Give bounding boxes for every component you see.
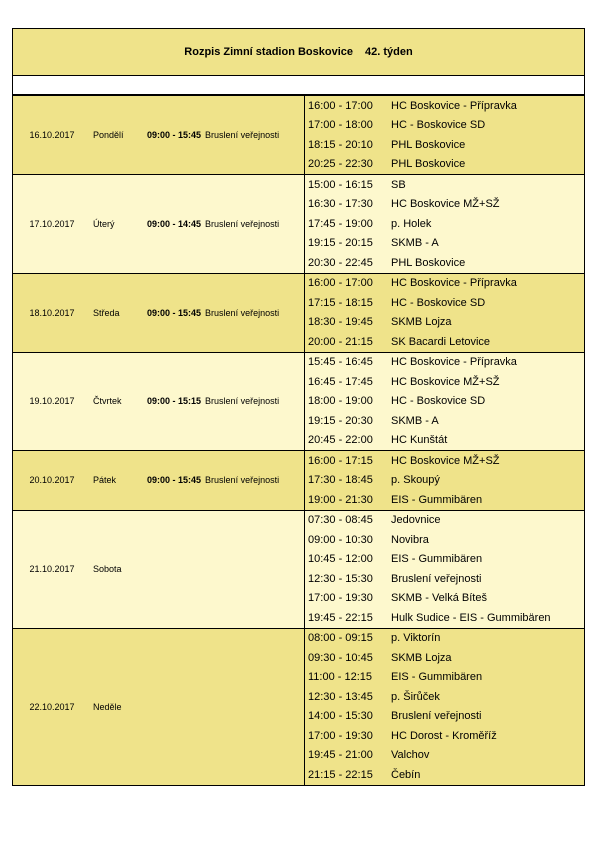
slot-event: EIS - Gummibären (391, 553, 483, 566)
day-name: Pátek (93, 475, 117, 486)
slot-time: 17:15 - 18:15 (308, 296, 373, 309)
slot-list (305, 175, 584, 273)
slot-event: SKMB - A (391, 414, 439, 427)
slot-time: 15:00 - 16:15 (308, 178, 373, 191)
slot-time: 09:30 - 10:45 (308, 651, 373, 664)
header-spacer-row (12, 76, 585, 95)
slot-time: 16:00 - 17:00 (308, 99, 373, 112)
slot-row (305, 274, 584, 294)
days-table (12, 95, 585, 786)
public-skating-label: Bruslení veřejnosti (205, 475, 280, 486)
day-date: 20.10.2017 (29, 475, 75, 486)
slot-event: p. Skoupý (391, 474, 440, 487)
slot-time: 11:00 - 12:15 (308, 671, 373, 684)
day-row (12, 274, 585, 353)
schedule-sheet (12, 28, 585, 786)
day-row (12, 95, 585, 175)
day-info (13, 451, 305, 510)
slot-event: p. Širůček (391, 690, 440, 703)
day-info (13, 353, 305, 451)
day-row (12, 175, 585, 274)
slot-row (305, 392, 584, 412)
public-skating-time: 09:00 - 14:45 (147, 218, 202, 229)
slot-row (305, 234, 584, 254)
slot-time: 18:00 - 19:00 (308, 395, 373, 408)
slot-row (305, 668, 584, 688)
slot-event: HC Boskovice MŽ+SŽ (391, 454, 500, 467)
day-info (13, 511, 305, 628)
slot-event: EIS - Gummibären (391, 493, 483, 506)
slot-event: SKMB - A (391, 237, 439, 250)
day-name: Středa (93, 307, 120, 318)
slot-row (305, 746, 584, 766)
slot-row (305, 550, 584, 570)
slot-time: 10:45 - 12:00 (308, 553, 373, 566)
day-info (13, 629, 305, 785)
slot-list (305, 629, 584, 785)
slot-event: HC - Boskovice SD (391, 395, 486, 408)
slot-event: Novibra (391, 533, 429, 546)
slot-time: 18:15 - 20:10 (308, 138, 373, 151)
slot-time: 14:00 - 15:30 (308, 710, 373, 723)
slot-event: HC Dorost - Kroměříž (391, 729, 497, 742)
schedule-title: Rozpis Zimní stadion Boskovice (184, 46, 353, 58)
public-skating-label: Bruslení veřejnosti (205, 396, 280, 407)
slot-row (305, 530, 584, 550)
slot-list (305, 274, 584, 352)
slot-row (305, 629, 584, 649)
slot-time: 20:30 - 22:45 (308, 256, 373, 269)
slot-row (305, 589, 584, 609)
slot-time: 15:45 - 16:45 (308, 356, 373, 369)
slot-row (305, 431, 584, 451)
day-date: 19.10.2017 (29, 396, 75, 407)
slot-time: 16:45 - 17:45 (308, 375, 373, 388)
slot-row (305, 353, 584, 373)
day-name: Čtvrtek (93, 396, 122, 407)
slot-event: SB (391, 178, 406, 191)
slot-event: Čebín (391, 768, 421, 781)
day-date: 21.10.2017 (29, 564, 75, 574)
slot-time: 12:30 - 13:45 (308, 690, 373, 703)
slot-event: Hulk Sudice - EIS - Gummibären (391, 611, 551, 624)
day-info (13, 274, 305, 352)
slot-list (305, 451, 584, 510)
slot-event: PHL Boskovice (391, 256, 466, 269)
day-date: 16.10.2017 (29, 130, 75, 140)
slot-row (305, 451, 584, 471)
slot-event: HC Boskovice - Přípravka (391, 356, 517, 369)
slot-row (305, 155, 584, 175)
public-skating-label: Bruslení veřejnosti (205, 307, 280, 318)
slot-event: HC Kunštát (391, 434, 448, 447)
slot-time: 20:00 - 21:15 (308, 335, 373, 348)
slot-event: HC Boskovice MŽ+SŽ (391, 198, 500, 211)
slot-list (305, 511, 584, 628)
slot-event: p. Viktorín (391, 632, 441, 645)
public-skating-time: 09:00 - 15:45 (147, 307, 202, 318)
slot-time: 21:15 - 22:15 (308, 768, 373, 781)
day-name: Sobota (93, 564, 122, 574)
slot-row (305, 490, 584, 510)
slot-event: EIS - Gummibären (391, 671, 483, 684)
slot-row (305, 313, 584, 333)
slot-event: HC - Boskovice SD (391, 296, 486, 309)
week-label: 42. týden (365, 46, 413, 58)
slot-list (305, 353, 584, 451)
slot-event: Bruslení veřejnosti (391, 572, 482, 585)
slot-row (305, 372, 584, 392)
slot-event: PHL Boskovice (391, 138, 466, 151)
schedule-header (12, 28, 585, 76)
public-skating-time: 09:00 - 15:45 (147, 130, 202, 140)
day-date: 22.10.2017 (29, 701, 75, 712)
slot-row (305, 648, 584, 668)
slot-row (305, 569, 584, 589)
slot-time: 17:00 - 19:30 (308, 592, 373, 605)
slot-time: 20:45 - 22:00 (308, 434, 373, 447)
day-row (12, 629, 585, 786)
slot-event: PHL Boskovice (391, 158, 466, 171)
slot-row (305, 687, 584, 707)
slot-event: HC Boskovice - Přípravka (391, 99, 517, 112)
public-skating-time: 09:00 - 15:45 (147, 475, 202, 486)
slot-row (305, 471, 584, 491)
slot-time: 08:00 - 09:15 (308, 632, 373, 645)
day-date: 18.10.2017 (29, 307, 75, 318)
slot-time: 17:00 - 19:30 (308, 729, 373, 742)
day-row (12, 451, 585, 511)
slot-event: SKMB Lojza (391, 316, 452, 329)
slot-row (305, 175, 584, 195)
slot-time: 09:00 - 10:30 (308, 533, 373, 546)
slot-event: SKMB Lojza (391, 651, 452, 664)
day-name: Úterý (93, 218, 115, 229)
day-row (12, 511, 585, 629)
slot-time: 19:15 - 20:15 (308, 237, 373, 250)
slot-list (305, 96, 584, 174)
slot-event: Bruslení veřejnosti (391, 710, 482, 723)
slot-time: 19:45 - 21:00 (308, 749, 373, 762)
day-date: 17.10.2017 (29, 218, 75, 229)
slot-row (305, 411, 584, 431)
slot-time: 16:00 - 17:00 (308, 277, 373, 290)
slot-time: 17:30 - 18:45 (308, 474, 373, 487)
slot-event: Jedovnice (391, 514, 441, 527)
slot-row (305, 332, 584, 352)
slot-event: HC - Boskovice SD (391, 119, 486, 132)
slot-time: 19:45 - 22:15 (308, 611, 373, 624)
slot-event: HC Boskovice - Přípravka (391, 277, 517, 290)
slot-row (305, 765, 584, 785)
day-row (12, 353, 585, 452)
slot-event: p. Holek (391, 217, 432, 230)
slot-event: SKMB - Velká Bíteš (391, 592, 487, 605)
slot-event: HC Boskovice MŽ+SŽ (391, 375, 500, 388)
slot-row (305, 195, 584, 215)
slot-row (305, 608, 584, 628)
slot-time: 18:30 - 19:45 (308, 316, 373, 329)
day-info (13, 175, 305, 273)
public-skating-label: Bruslení veřejnosti (205, 218, 280, 229)
slot-row (305, 726, 584, 746)
slot-row (305, 293, 584, 313)
slot-time: 20:25 - 22:30 (308, 158, 373, 171)
public-skating-time: 09:00 - 15:15 (147, 396, 202, 407)
slot-time: 16:00 - 17:15 (308, 454, 373, 467)
day-name: Neděle (93, 701, 122, 712)
slot-row (305, 214, 584, 234)
slot-event: SK Bacardi Letovice (391, 335, 491, 348)
slot-time: 16:30 - 17:30 (308, 198, 373, 211)
slot-time: 07:30 - 08:45 (308, 514, 373, 527)
slot-row (305, 135, 584, 155)
public-skating-label: Bruslení veřejnosti (205, 130, 280, 140)
slot-time: 12:30 - 15:30 (308, 572, 373, 585)
day-info (13, 96, 305, 174)
slot-time: 17:00 - 18:00 (308, 119, 373, 132)
slot-row (305, 96, 584, 116)
slot-event: Valchov (391, 749, 430, 762)
slot-time: 19:00 - 21:30 (308, 493, 373, 506)
slot-time: 19:15 - 20:30 (308, 414, 373, 427)
slot-row (305, 511, 584, 531)
day-name: Pondělí (93, 130, 124, 140)
slot-row (305, 253, 584, 273)
slot-row (305, 116, 584, 136)
slot-time: 17:45 - 19:00 (308, 217, 373, 230)
slot-row (305, 707, 584, 727)
